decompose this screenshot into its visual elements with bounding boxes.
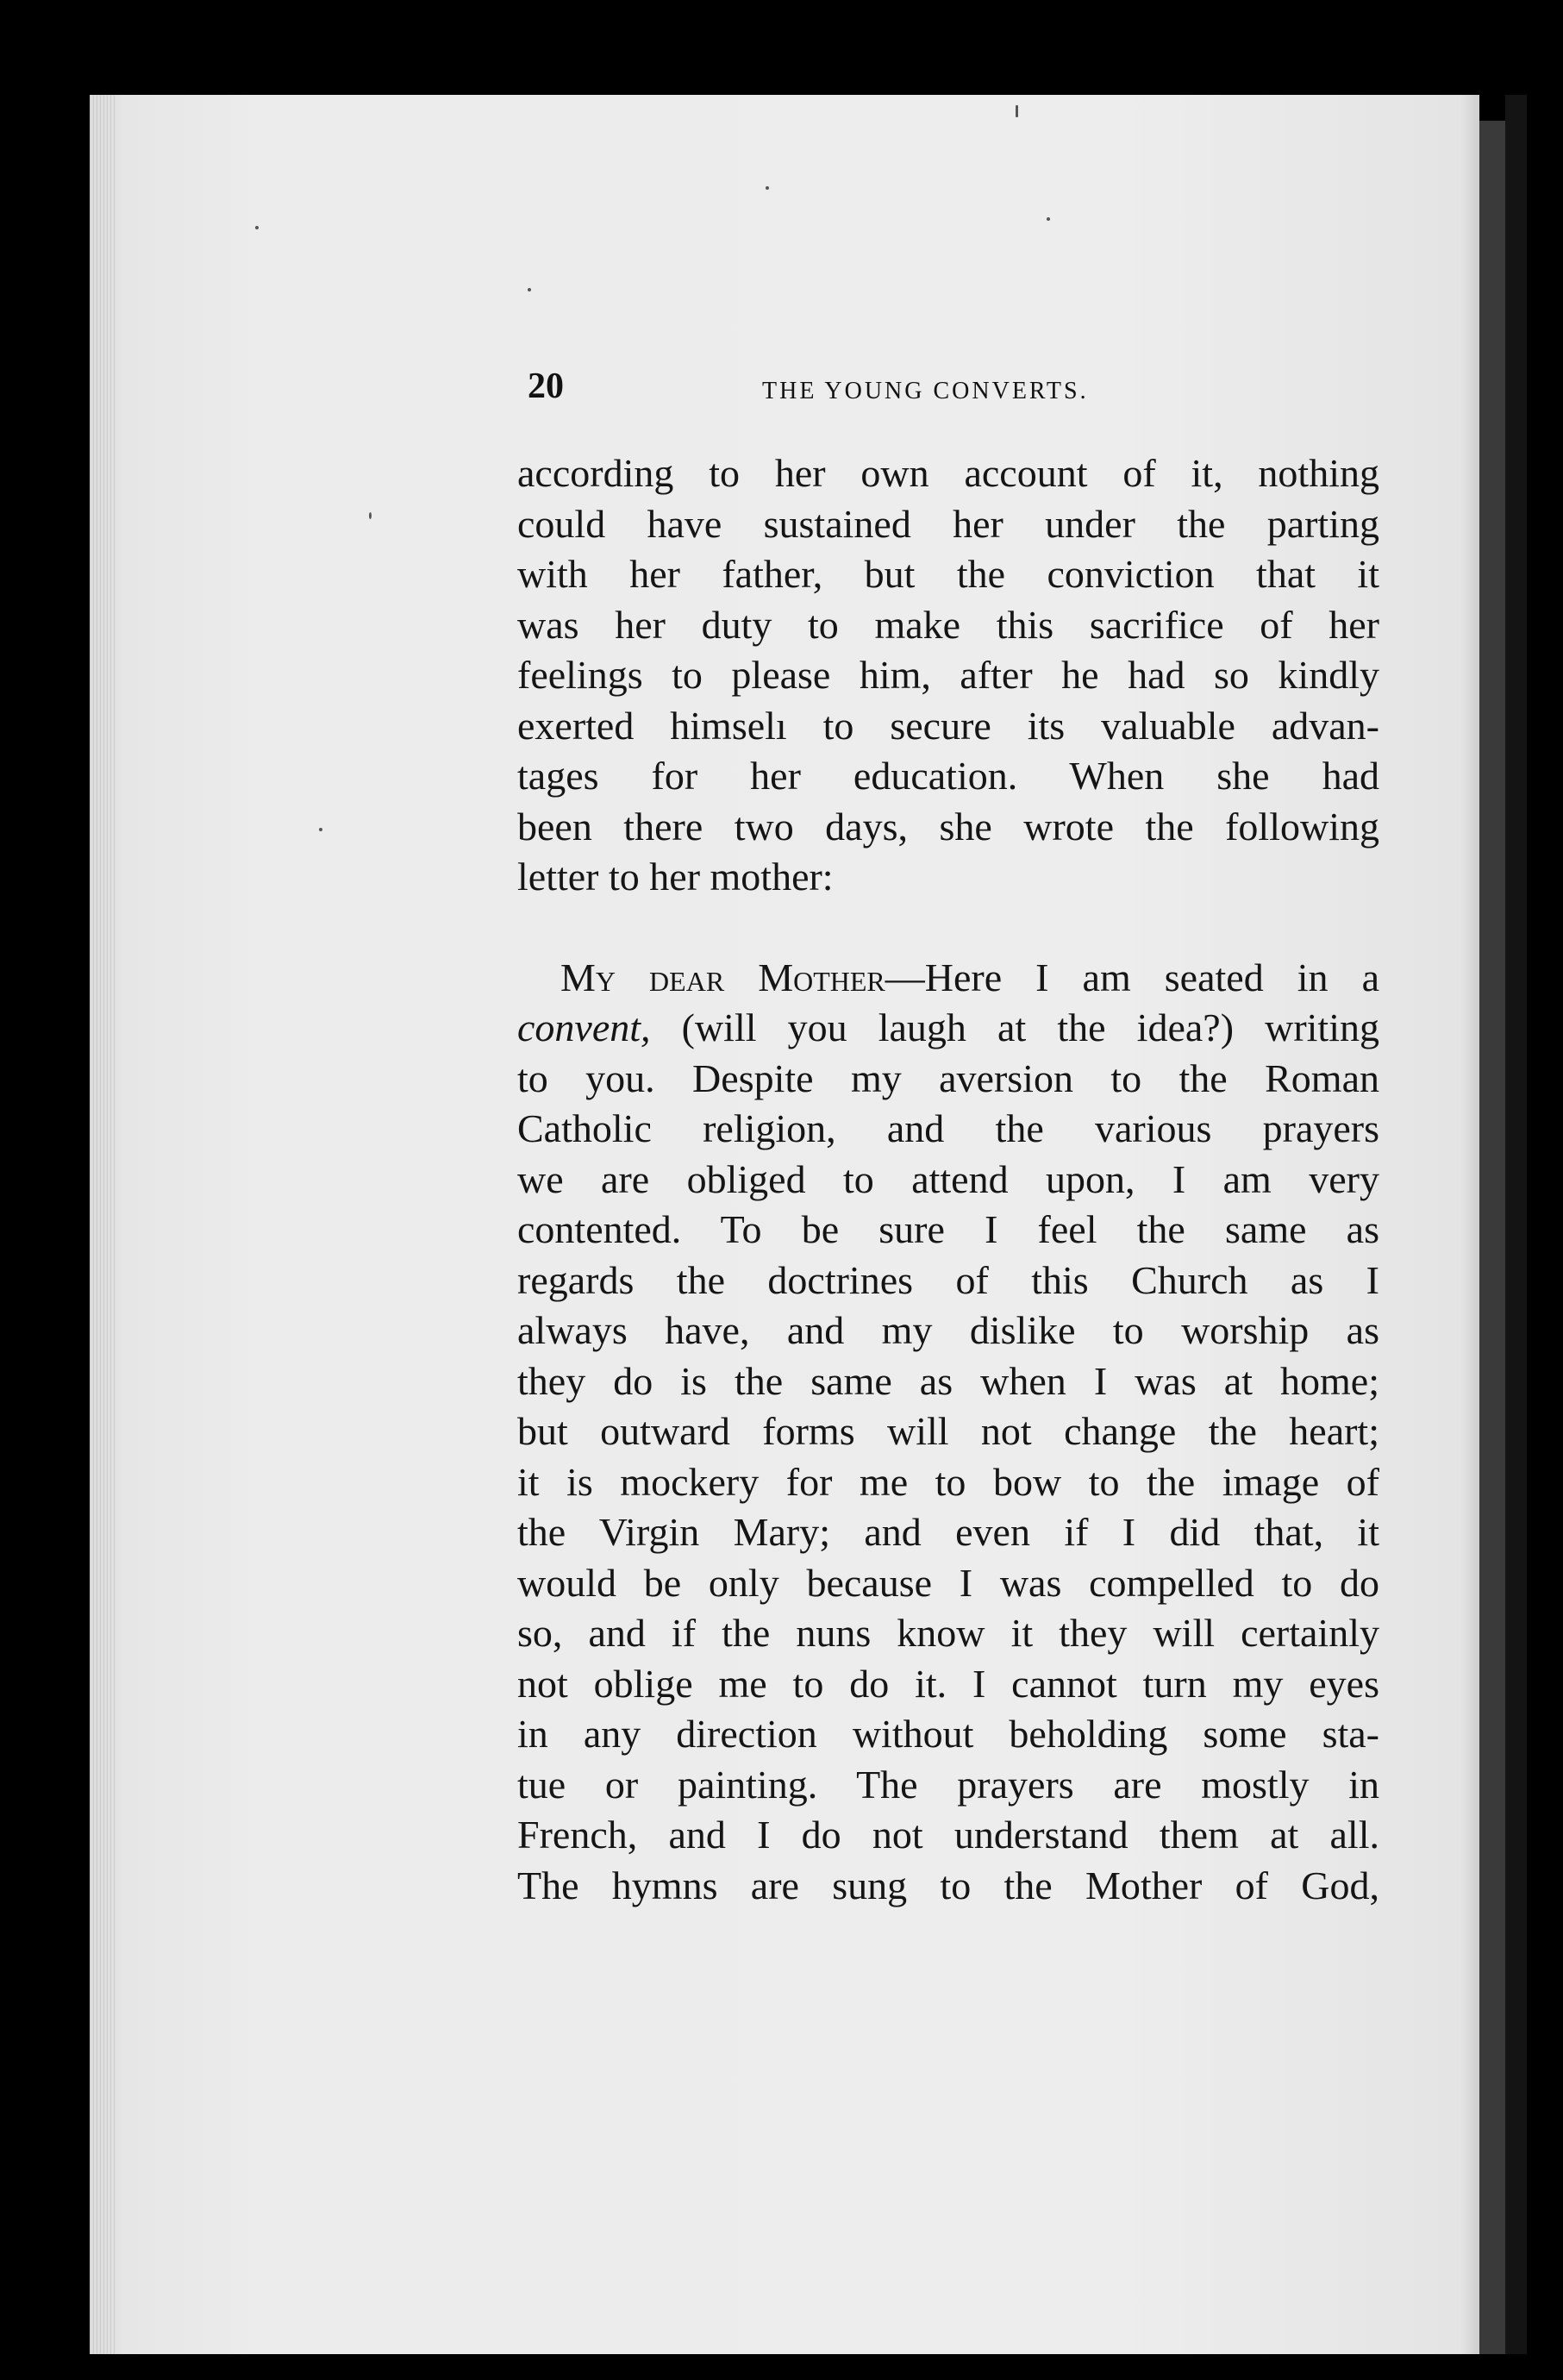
letter-opening-line <box>517 953 1379 1004</box>
dust-speck <box>528 288 531 291</box>
text-line: it is mockery for me to bow to the image of <box>517 1459 1379 1504</box>
binding-shadow <box>1479 121 1505 2354</box>
body-text <box>517 448 1379 1911</box>
text-line: they do is the same as when I was at home; <box>517 1358 1379 1403</box>
text-line: tages for her education. When she had <box>517 754 1379 798</box>
text-line: in any direction without beholding some sta- <box>517 1712 1379 1756</box>
text-line: not oblige me to do it. I cannot turn my eyes <box>517 1661 1379 1706</box>
page-number: 20 <box>528 366 564 406</box>
text-line: been there two days, she wrote the following <box>517 804 1379 849</box>
text-line: regards the doctrines of this Church as I <box>517 1257 1379 1302</box>
text-line: contented. To be sure I feel the same as <box>517 1207 1379 1251</box>
text-line: would be only because I was compelled to do <box>517 1560 1379 1605</box>
letter-second-rest: (will you laugh at the idea?) writing <box>650 1005 1379 1049</box>
text-line: was her duty to make this sacrifice of her <box>517 602 1379 647</box>
text-line: to you. Despite my aversion to the Roman <box>517 1055 1379 1100</box>
text-line: letter to her mother: <box>517 855 834 899</box>
text-line: feelings to please him, after he had so kindly <box>517 653 1379 697</box>
text-line: Catholic religion, and the various prayers <box>517 1106 1379 1150</box>
page-header <box>528 366 1148 417</box>
text-line: we are obliged to attend upon, I am very <box>517 1156 1379 1201</box>
letter-opening-rest: —Here I am seated in a <box>885 955 1379 999</box>
letter-second-line <box>517 1003 1379 1054</box>
text-line: tue or painting. The prayers are mostly in <box>517 1762 1379 1807</box>
text-line: but outward forms will not change the heart; <box>517 1409 1379 1453</box>
dust-speck <box>1016 105 1018 117</box>
text-line: with her father, but the conviction that it <box>517 552 1379 596</box>
page-edge-stack <box>90 95 116 2354</box>
text-line: exerted himselı to secure its valuable advan- <box>517 703 1379 748</box>
text-line: could have sustained her under the parting <box>517 501 1379 546</box>
paragraph-gap <box>517 903 1379 953</box>
dust-speck <box>369 512 372 519</box>
text-line: always have, and my dislike to worship as <box>517 1308 1379 1352</box>
text-line: so, and if the nuns know it they will certainly <box>517 1611 1379 1655</box>
running-head: THE YOUNG CONVERTS. <box>762 378 1089 404</box>
dust-speck <box>1047 217 1050 221</box>
text-line: The hymns are sung to the Mother of God, <box>517 1863 1379 1907</box>
text-line: the Virgin Mary; and even if I did that, it <box>517 1510 1379 1554</box>
text-line: French, and I do not understand them at all. <box>517 1813 1379 1857</box>
dust-speck <box>255 226 259 229</box>
dust-speck <box>766 186 769 190</box>
binding-shadow-dark <box>1505 95 1527 2354</box>
dust-speck <box>319 828 322 831</box>
salutation: My dear Mother <box>560 955 885 999</box>
italic-word: convent, <box>517 1005 651 1049</box>
text-line: according to her own account of it, nothing <box>517 451 1379 495</box>
